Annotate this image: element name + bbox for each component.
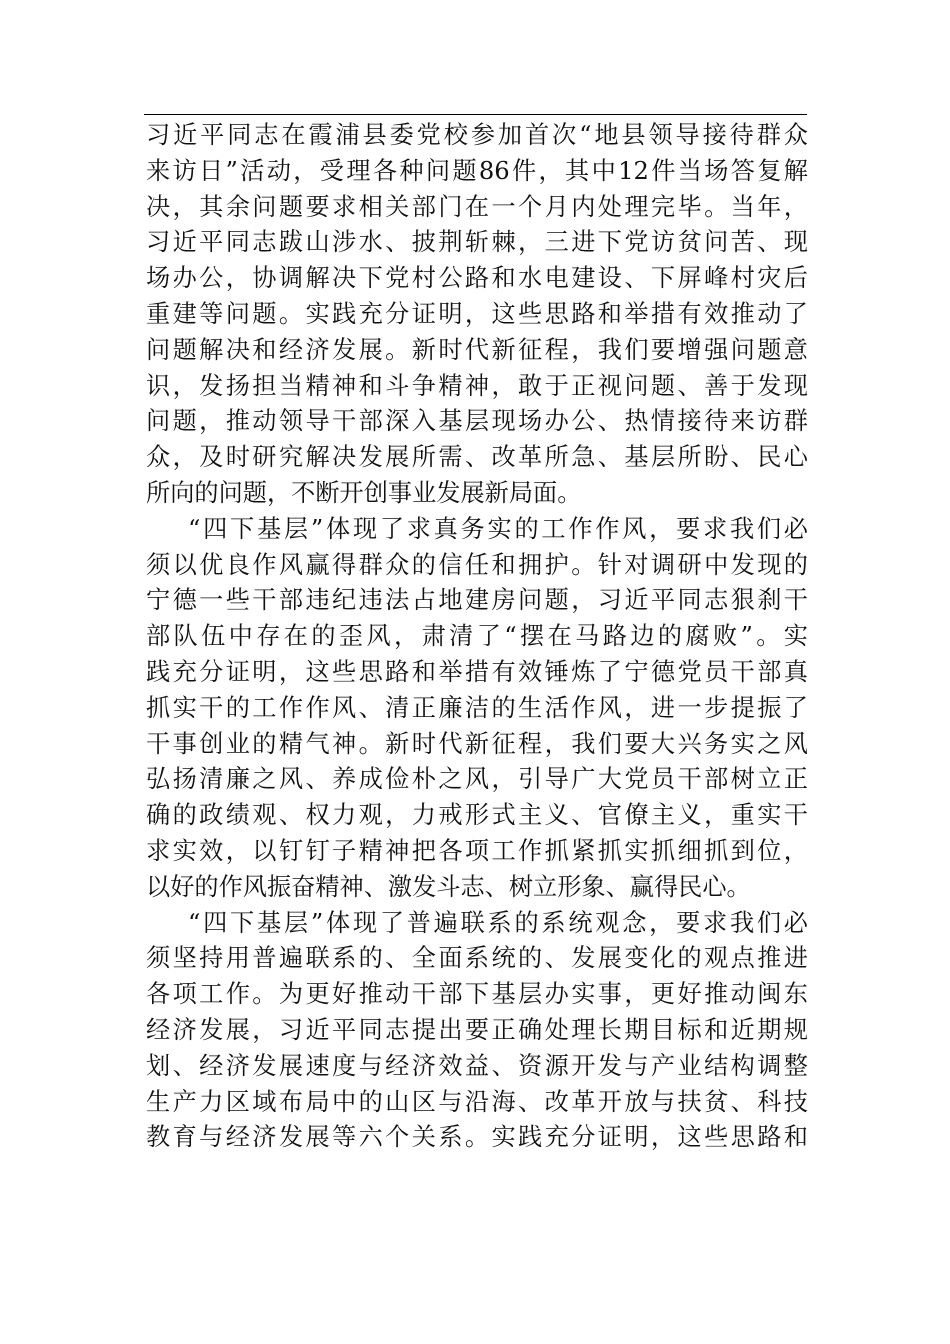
text-line: 践充分证明，这些思路和举措有效锤炼了宁德党员干部真 <box>146 657 808 686</box>
text-line: 问题解决和经济发展。新时代新征程，我们要增强问题意 <box>146 335 808 364</box>
text-line: 确的政绩观、权力观，力戒形式主义、官僚主义，重实干 <box>146 801 808 830</box>
text-line: 以好的作风振奋精神、激发斗志、树立形象、赢得民心。 <box>146 872 751 901</box>
text-line: 各项工作。为更好推动干部下基层办实事，更好推动闽东 <box>146 980 808 1009</box>
text-line: 经济发展，习近平同志提出要正确处理长期目标和近期规 <box>146 1015 808 1044</box>
text-line: 部队伍中存在的歪风，肃清了“摆在马路边的腐败”。实 <box>146 622 808 651</box>
paragraph <box>146 118 808 512</box>
text-line: 场办公，协调解决下党村公路和水电建设、下屏峰村灾后 <box>146 264 808 293</box>
text-line: 习近平同志在霞浦县委党校参加首次“地县领导接待群众 <box>146 121 808 149</box>
text-line: 来访日”活动，受理各种问题86件，其中12件当场答复解 <box>146 156 808 185</box>
paragraph <box>146 512 808 906</box>
text-line: 决，其余问题要求相关部门在一个月内处理完毕。当年， <box>146 192 808 221</box>
text-line: 抓实干的工作作风、清正廉洁的生活作风，进一步提振了 <box>146 693 808 722</box>
text-line: 宁德一些干部违纪违法占地建房问题，习近平同志狠刹干 <box>146 586 808 615</box>
text-line: 所向的问题，不断开创事业发展新局面。 <box>146 478 582 507</box>
paragraph <box>146 906 808 1157</box>
header-divider <box>144 114 807 115</box>
text-line: 弘扬清廉之风、养成俭朴之风，引导广大党员干部树立正 <box>146 765 808 794</box>
text-line: 求实效，以钉钉子精神把各项工作抓紧抓实抓细抓到位， <box>146 836 808 865</box>
text-line: 重建等问题。实践充分证明，这些思路和举措有效推动了 <box>146 299 808 328</box>
text-line: 划、经济发展速度与经济效益、资源开发与产业结构调整 <box>146 1051 808 1080</box>
text-line: 众，及时研究解决发展所需、改革所急、基层所盼、民心 <box>146 443 808 472</box>
text-line: “四下基层”体现了普遍联系的系统观念，要求我们必 <box>188 908 808 937</box>
document-body <box>146 118 808 1156</box>
text-line: 习近平同志跋山涉水、披荆斩棘，三进下党访贫问苦、现 <box>146 228 808 257</box>
text-line: 干事创业的精气神。新时代新征程，我们要大兴务实之风 <box>146 729 808 758</box>
text-line: 问题，推动领导干部深入基层现场办公、热情接待来访群 <box>146 407 808 436</box>
text-line: 生产力区域布局中的山区与沿海、改革开放与扶贫、科技 <box>146 1087 808 1116</box>
text-line: 识，发扬担当精神和斗争精神，敢于正视问题、善于发现 <box>146 371 808 400</box>
text-line: 教育与经济发展等六个关系。实践充分证明，这些思路和 <box>146 1123 808 1152</box>
text-line: 须以优良作风赢得群众的信任和拥护。针对调研中发现的 <box>146 550 808 579</box>
text-line: 须坚持用普遍联系的、全面系统的、发展变化的观点推进 <box>146 944 808 973</box>
text-line: “四下基层”体现了求真务实的工作作风，要求我们必 <box>188 514 808 543</box>
